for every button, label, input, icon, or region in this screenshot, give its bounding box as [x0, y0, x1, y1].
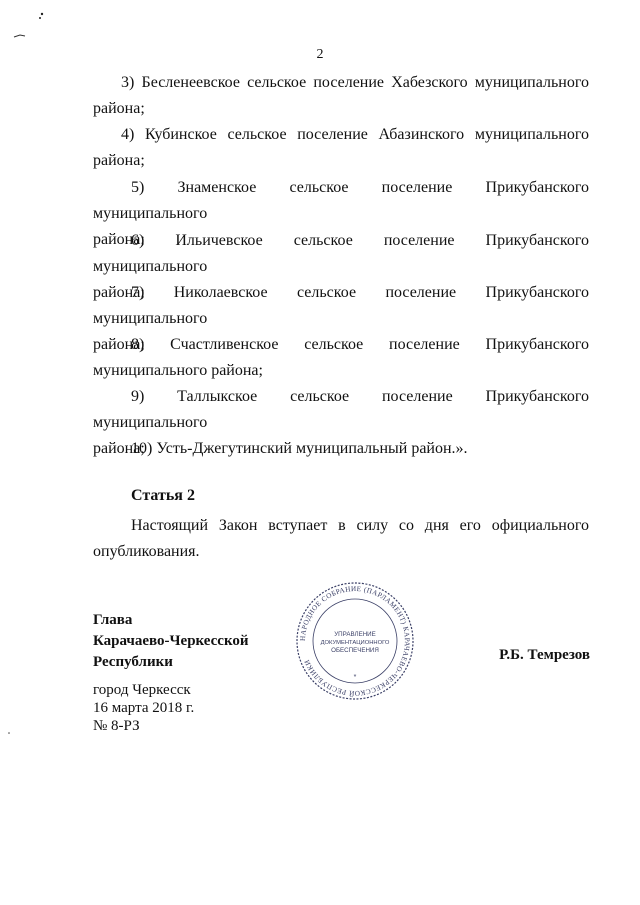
svg-text:НАРОДНОЕ СОБРАНИЕ (ПАРЛАМЕНТ): НАРОДНОЕ СОБРАНИЕ (ПАРЛАМЕНТ) КАРАЧАЕВО-ЧЕРКЕССКОЙ РЕСПУБЛИКИ — [298, 584, 412, 698]
date: 16 марта 2018 г. — [93, 700, 195, 716]
list-item: 7) Николаевское сельское поселение Прикубанского муниципального района; — [93, 284, 589, 353]
signatory-name: Р.Б. Темрезов — [499, 647, 590, 663]
article-text: Настоящий Закон вступает в силу со дня его официального опубликования. — [93, 517, 589, 560]
law-number: № 8-РЗ — [93, 718, 140, 734]
signatory-title: Глава Карачаево-Черкесской Республики — [93, 612, 249, 670]
list-item-last: 10) Усть-Джегутинский муниципальный район.». — [131, 440, 468, 457]
svg-text:*: * — [353, 674, 357, 681]
article-heading: Статья 2 — [131, 487, 195, 504]
svg-text:ДОКУМЕНТАЦИОННОГО: ДОКУМЕНТАЦИОННОГО — [320, 640, 390, 646]
list-item: 4) Кубинское сельское поселение Абазинского муниципального района; — [93, 126, 589, 169]
document-meta — [93, 681, 194, 735]
list-item: 6) Ильичевское сельское поселение Прикубанского муниципального района; — [93, 232, 589, 301]
list-item: 5) Знаменское сельское поселение Прикубанского муниципального района; — [93, 179, 589, 248]
official-seal — [294, 580, 416, 702]
list-item: 8) Счастливенское сельское поселение Прикубанского муниципального района; — [93, 336, 589, 379]
svg-text:ОБЕСПЕЧЕНИЯ: ОБЕСПЕЧЕНИЯ — [331, 647, 379, 654]
place: город Черкесск — [93, 682, 191, 698]
list-item: 9) Таллыкское сельское поселение Прикубанского муниципального района; — [93, 388, 589, 457]
svg-text:УПРАВЛЕНИЕ: УПРАВЛЕНИЕ — [334, 631, 376, 638]
page-number: 2 — [316, 47, 324, 62]
list-item: 3) Бесленеевское сельское поселение Хабезского муниципального района; — [93, 74, 589, 117]
